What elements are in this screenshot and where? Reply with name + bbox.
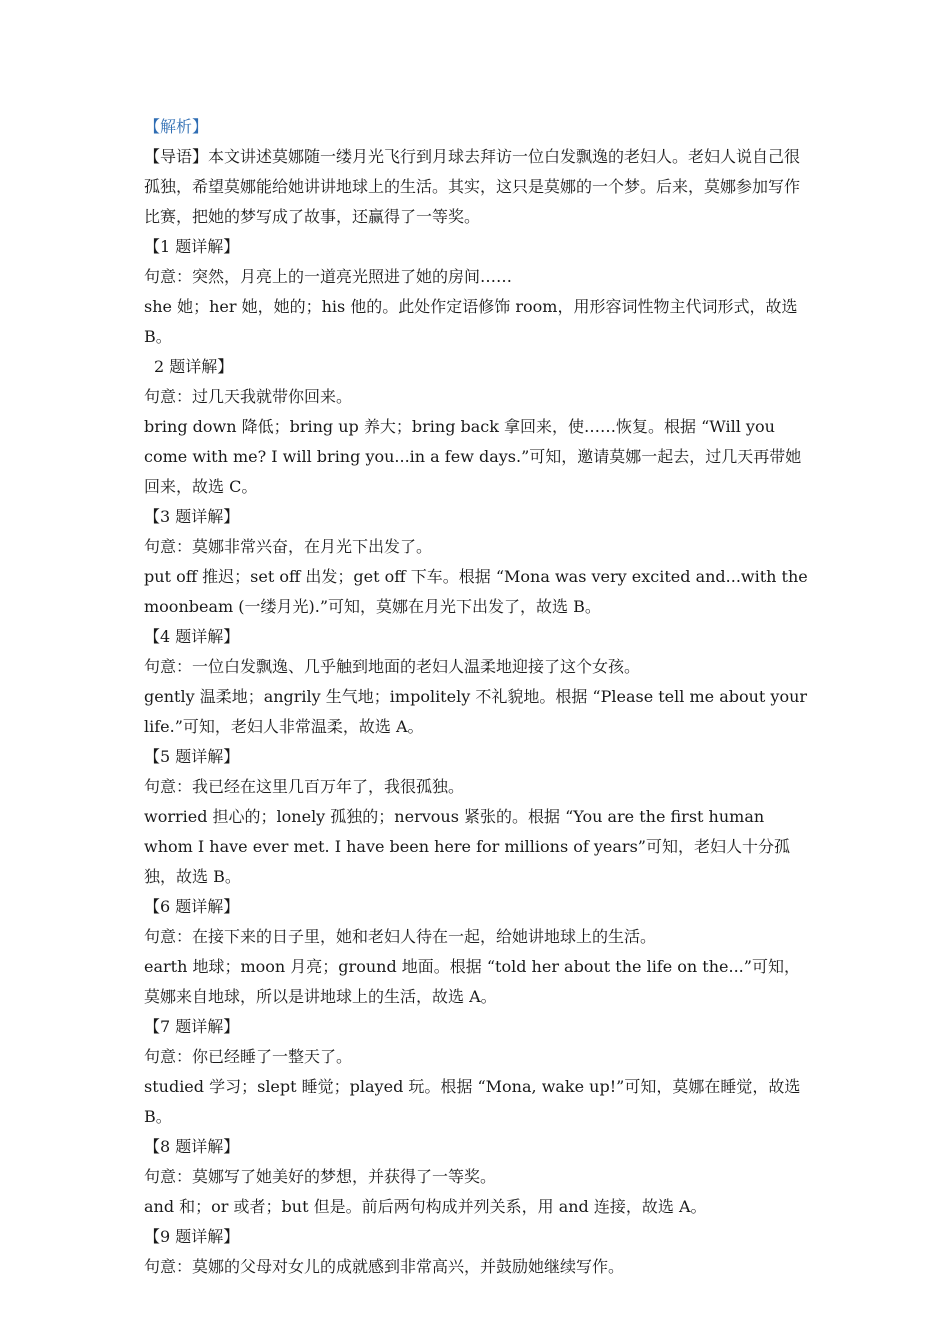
section-heading: 【5 题详解】 [144,747,240,766]
answer-explanation: studied 学习；slept 睡觉；played 玩。根据 “Mona, wake up!”可知，莫娜在睡觉，故选 B。 [144,1077,801,1126]
section-heading: 【1 题详解】 [144,237,240,256]
question-section-6 [144,892,809,1012]
question-section-8 [144,1132,809,1222]
answer-explanation: worried 担心的；lonely 孤独的；nervous 紧张的。根据 “You are the first human whom I have ever met. I have been here for millions of years”可知，老妇人十分孤独，故选 B。 [144,807,790,886]
answer-explanation: bring down 降低；bring up 养大；bring back 拿回来，使……恢复。根据 “Will you come with me? I will bring you...in a few days.”可知，邀请莫娜一起去，过几天再带她回来，故选 C。 [144,417,802,496]
section-heading: 【8 题详解】 [144,1137,240,1156]
question-section-3 [144,502,809,622]
section-heading: 【3 题详解】 [144,507,240,526]
answer-analysis-page [144,112,809,1282]
question-section-9 [144,1222,809,1282]
question-section-7 [144,1012,809,1132]
sentence-meaning: 句意：莫娜的父母对女儿的成就感到非常高兴，并鼓励她继续写作。 [144,1257,625,1276]
sentence-meaning: 句意：突然，月亮上的一道亮光照进了她的房间…… [144,267,513,286]
answer-explanation: put off 推迟；set off 出发；get off 下车。根据 “Mona was very excited and...with the moonbeam (一缕月光).”可知，莫娜在月光下出发了，故选 B。 [144,567,808,616]
sentence-meaning: 句意：我已经在这里几百万年了，我很孤独。 [144,777,465,796]
answer-explanation: she 她；her 她，她的；his 他的。此处作定语修饰 room，用形容词性物主代词形式，故选 B。 [144,297,798,346]
section-heading: 【7 题详解】 [144,1017,240,1036]
sentence-meaning: 句意：你已经睡了一整天了。 [144,1047,353,1066]
section-heading: 2 题详解】 [154,357,234,376]
sentence-meaning: 句意：莫娜写了她美好的梦想，并获得了一等奖。 [144,1167,497,1186]
question-section-4 [144,622,809,742]
intro-paragraph: 【导语】本文讲述莫娜随一缕月光飞行到月球去拜访一位白发飘逸的老妇人。老妇人说自己很孤独，希望莫娜能给她讲讲地球上的生活。其实，这只是莫娜的一个梦。后来，莫娜参加写作比赛，把她的梦写成了故事，还赢得了一等奖。 [144,147,801,226]
answer-explanation: and 和；or 或者；but 但是。前后两句构成并列关系，用 and 连接，故选 A。 [144,1197,707,1216]
sentence-meaning: 句意：一位白发飘逸、几乎触到地面的老妇人温柔地迎接了这个女孩。 [144,657,641,676]
sentence-meaning: 句意：莫娜非常兴奋，在月光下出发了。 [144,537,433,556]
section-heading: 【6 题详解】 [144,897,240,916]
question-section-2 [144,352,809,502]
question-section-5 [144,742,809,892]
analysis-tag: 【解析】 [144,117,209,136]
question-section-1 [144,232,809,352]
section-heading: 【4 题详解】 [144,627,240,646]
sentence-meaning: 句意：过几天我就带你回来。 [144,387,353,406]
section-heading: 【9 题详解】 [144,1227,240,1246]
answer-explanation: earth 地球；moon 月亮；ground 地面。根据 “told her about the life on the...”可知，莫娜来自地球，所以是讲地球上的生活，故选 A。 [144,957,800,1006]
answer-explanation: gently 温柔地；angrily 生气地；impolitely 不礼貌地。根据 “Please tell me about your life.”可知，老妇人非常温柔，故选 A。 [144,687,808,736]
sentence-meaning: 句意：在接下来的日子里，她和老妇人待在一起，给她讲地球上的生活。 [144,927,657,946]
